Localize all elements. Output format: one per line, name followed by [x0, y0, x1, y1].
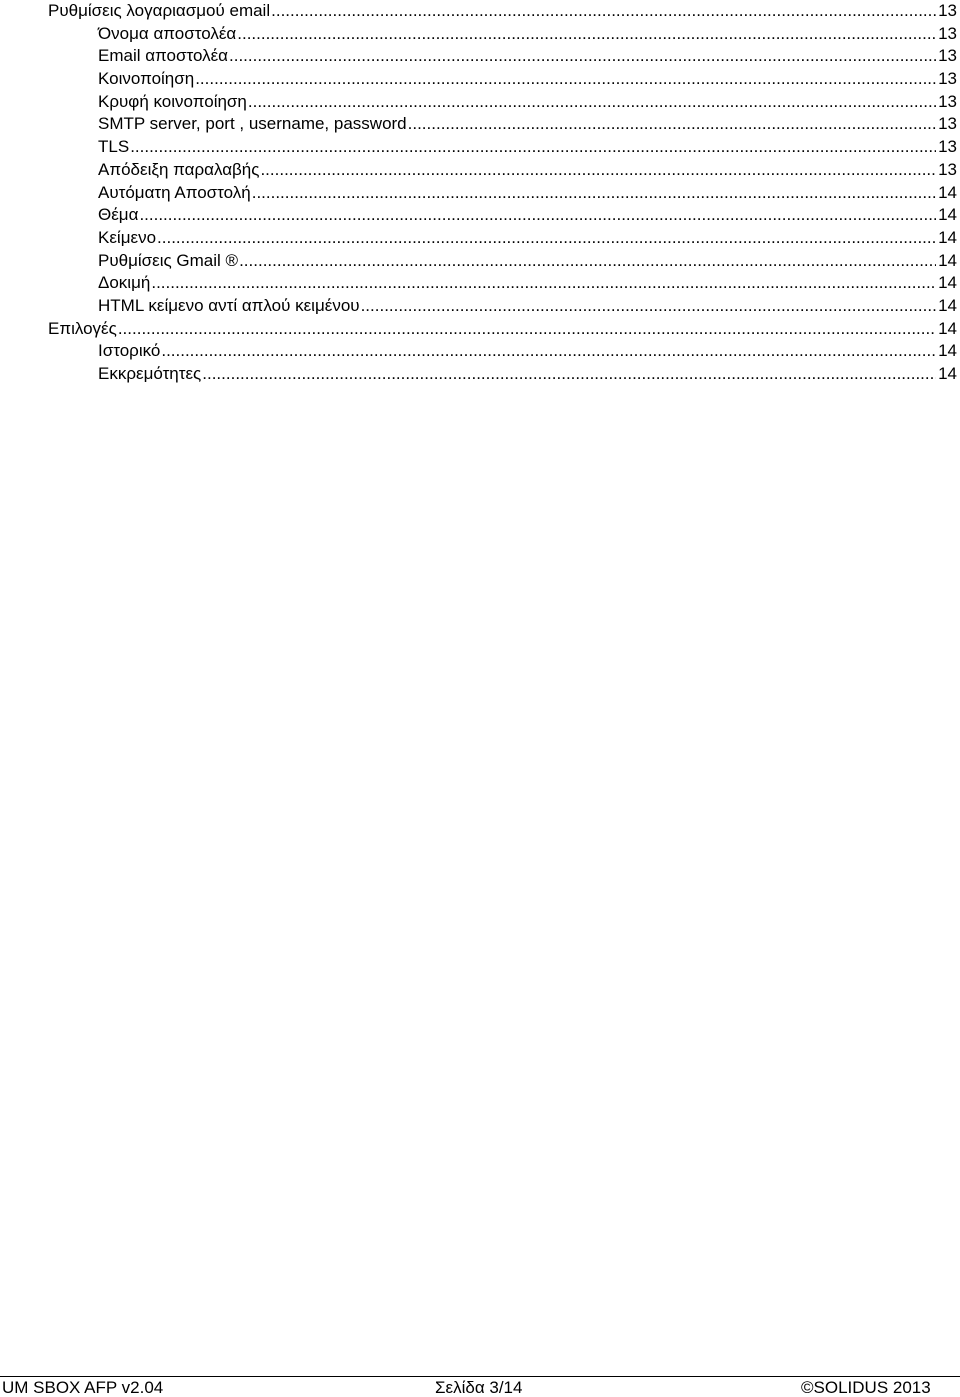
- toc-entry-page: 14: [938, 341, 957, 361]
- footer-document-version: UM SBOX AFP v2.04: [2, 1378, 164, 1397]
- toc-entry-title: HTML κείμενο αντί απλού κειμένου: [98, 295, 360, 315]
- toc-entry[interactable]: [48, 136, 957, 159]
- toc-entry-page: 13: [938, 23, 957, 43]
- toc-entry-title: Δοκιμή: [98, 273, 151, 293]
- toc-entry-page: 13: [938, 159, 957, 179]
- toc-entry-title: Επιλογές: [48, 318, 117, 338]
- toc-entry-title: Αυτόματη Αποστολή: [98, 182, 251, 202]
- toc-dot-leader: [195, 68, 936, 91]
- toc-dot-leader: [139, 204, 936, 227]
- toc-dot-leader: [361, 295, 937, 318]
- toc-entry[interactable]: [48, 159, 957, 182]
- toc-entry-page: 14: [938, 318, 957, 338]
- toc-entry-page: 14: [938, 227, 957, 247]
- toc-entry[interactable]: [48, 363, 957, 386]
- toc-entry[interactable]: [48, 0, 957, 23]
- toc-dot-leader: [408, 113, 936, 136]
- toc-entry-title: Email αποστολέα: [98, 46, 229, 66]
- toc-entry[interactable]: [48, 182, 957, 205]
- toc-dot-leader: [118, 318, 936, 341]
- toc-entry[interactable]: [48, 45, 957, 68]
- toc-entry[interactable]: [48, 227, 957, 250]
- page-footer: [0, 1376, 960, 1396]
- toc-entry-page: 14: [938, 273, 957, 293]
- toc-entry-title: Ιστορικό: [98, 341, 161, 361]
- toc-entry[interactable]: [48, 91, 957, 114]
- toc-entry[interactable]: [48, 250, 957, 273]
- toc-entry-page: 14: [938, 205, 957, 225]
- toc-entry-title: Ρυθμίσεις λογαριασμού email: [48, 1, 271, 20]
- toc-entry-page: 14: [938, 250, 957, 270]
- toc-entry-title: Κοινοποίηση: [98, 69, 195, 89]
- footer-copyright: ©SOLIDUS 2013: [801, 1378, 931, 1397]
- toc-dot-leader: [151, 272, 936, 295]
- toc-entry-page: 14: [938, 364, 957, 383]
- toc-dot-leader: [229, 45, 936, 68]
- toc-dot-leader: [239, 250, 936, 273]
- toc-entry[interactable]: [48, 340, 957, 363]
- footer-page-number: Σελίδα 3/14: [435, 1378, 523, 1397]
- toc-entry-page: 14: [938, 182, 957, 202]
- toc-entry-page: 14: [938, 295, 957, 315]
- toc-dot-leader: [157, 227, 936, 250]
- toc-entry[interactable]: [48, 204, 957, 227]
- toc-dot-leader: [161, 340, 936, 363]
- toc-entry[interactable]: [48, 272, 957, 295]
- table-of-contents: [48, 0, 957, 386]
- toc-entry[interactable]: [48, 68, 957, 91]
- toc-entry-title: TLS: [98, 137, 130, 157]
- toc-entry[interactable]: [48, 295, 957, 318]
- toc-dot-leader: [260, 159, 936, 182]
- toc-entry-page: 13: [938, 114, 957, 134]
- toc-entry-title: Θέμα: [98, 205, 139, 225]
- toc-entry-title: Εκκρεμότητες: [98, 364, 202, 383]
- toc-entry[interactable]: [48, 113, 957, 136]
- toc-entry-page: 13: [938, 137, 957, 157]
- toc-entry-title: Απόδειξη παραλαβής: [98, 159, 260, 179]
- toc-dot-leader: [237, 23, 936, 46]
- toc-dot-leader: [202, 363, 936, 386]
- toc-entry-page: 13: [938, 46, 957, 66]
- toc-entry-title: Κρυφή κοινοποίηση: [98, 91, 247, 111]
- toc-entry-page: 13: [938, 91, 957, 111]
- toc-entry-title: Κείμενο: [98, 227, 157, 247]
- toc-entry[interactable]: [48, 318, 957, 341]
- toc-dot-leader: [271, 0, 936, 23]
- toc-entry-title: Ρυθμίσεις Gmail ®: [98, 250, 239, 270]
- toc-entry[interactable]: [48, 23, 957, 46]
- toc-entry-page: 13: [938, 69, 957, 89]
- toc-dot-leader: [130, 136, 936, 159]
- toc-entry-title: SMTP server, port , username, password: [98, 114, 407, 134]
- toc-entry-page: 13: [938, 1, 957, 20]
- toc-entry-title: Όνομα αποστολέα: [98, 23, 237, 43]
- toc-dot-leader: [248, 91, 936, 114]
- toc-dot-leader: [252, 182, 936, 205]
